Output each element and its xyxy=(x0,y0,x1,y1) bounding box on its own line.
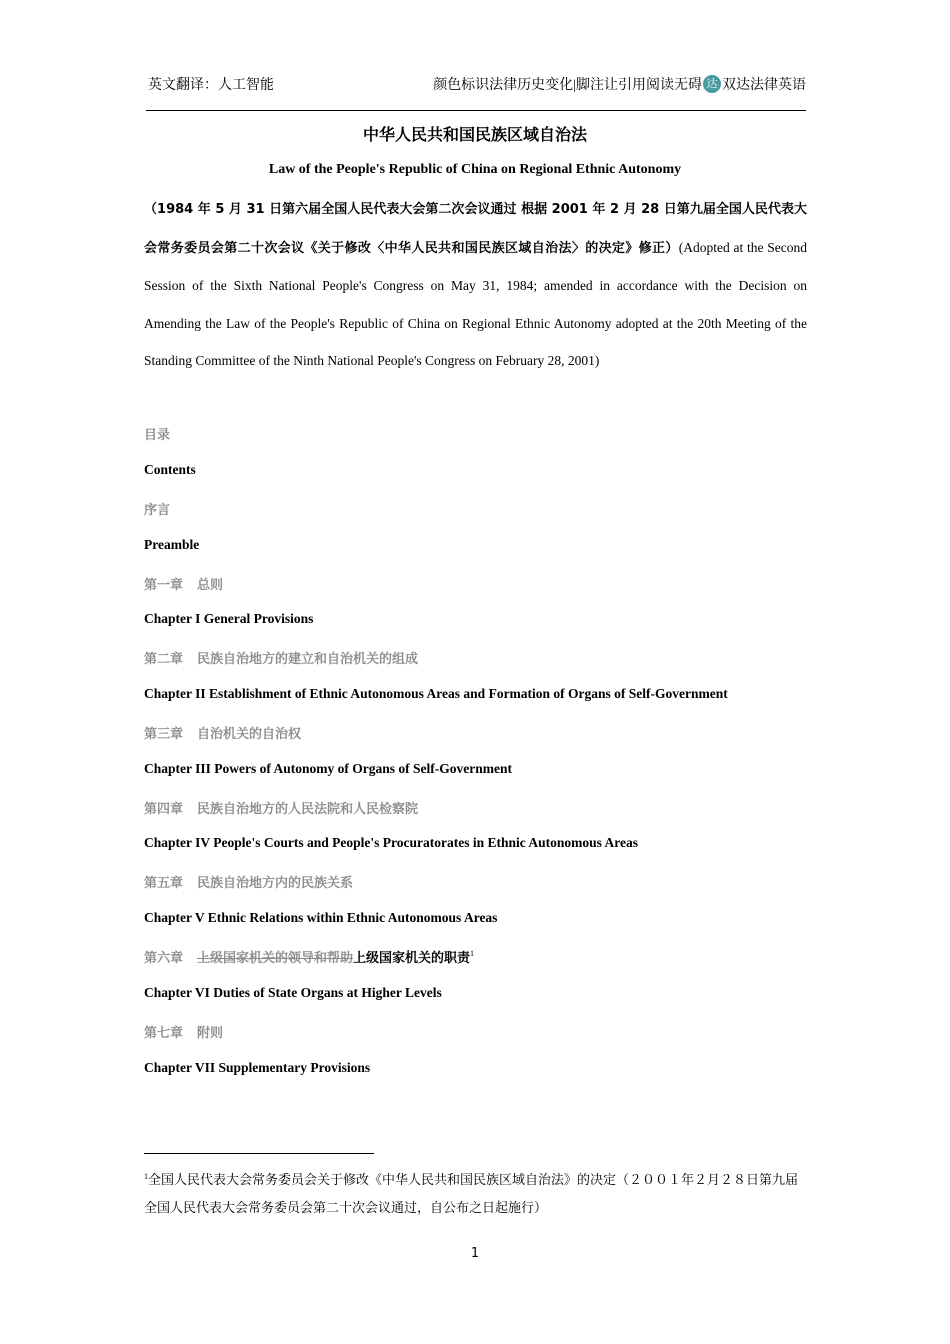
chapter-title: 民族自治地方内的民族关系 xyxy=(197,876,354,891)
toc-chapter-1-english: Chapter I General Provisions xyxy=(144,611,314,626)
deleted-chapter-title: 上级国家机关的领导和帮助 xyxy=(197,951,354,966)
chapter-title: 民族自治地方的人民法院和人民检察院 xyxy=(197,802,419,817)
header-translation-note: 英文翻译：人工智能 xyxy=(148,78,274,93)
toc-heading-english: Contents xyxy=(144,462,196,477)
chapter-title: 总则 xyxy=(197,578,224,593)
document-title-chinese: 中华人民共和国民族区域自治法 xyxy=(362,127,587,144)
header-brand: 双达法律英语 xyxy=(722,78,806,93)
chapter-number: 第一章 xyxy=(144,578,184,593)
document-title-english: Law of the People's Republic of China on Regional Ethnic Autonomy xyxy=(268,162,682,177)
toc-chapter-1-chinese xyxy=(144,574,223,593)
chapter-number: 第七章 xyxy=(144,1026,184,1041)
toc-chapter-7-english: Chapter VII Supplementary Provisions xyxy=(144,1060,371,1075)
toc-chapter-5-english: Chapter V Ethnic Relations within Ethnic Autonomous Areas xyxy=(144,910,498,925)
chapter-number: 第五章 xyxy=(144,876,184,891)
toc-chapter-6-chinese xyxy=(144,947,474,966)
toc-chapter-2-chinese xyxy=(144,648,418,667)
footnote-separator xyxy=(144,1153,374,1154)
toc-chapter-6-english: Chapter VI Duties of State Organs at Higher Levels xyxy=(144,985,442,1000)
adoption-note xyxy=(144,190,807,380)
footnote-marker: 1 xyxy=(144,1172,148,1181)
amended-chapter-title: 上级国家机关的职责 xyxy=(353,951,471,966)
header-tagline xyxy=(433,74,806,94)
page-number: 1 xyxy=(470,1246,480,1261)
logo-icon: 达 xyxy=(703,75,721,93)
chapter-number: 第三章 xyxy=(144,727,184,742)
chapter-number: 第二章 xyxy=(144,652,184,667)
chapter-title: 自治机关的自治权 xyxy=(197,727,302,742)
toc-preamble-chinese: 序言 xyxy=(144,503,171,518)
page-header xyxy=(146,66,806,111)
toc-chapter-5-chinese xyxy=(144,872,353,891)
footnote-reference[interactable]: 1 xyxy=(470,949,475,958)
toc-heading-chinese: 目录 xyxy=(144,428,171,443)
adoption-note-english: (Adopted at the Second Session of the Sixth National People's Congress on May 31, 1984; amended in accordance with the Decision on Amending the Law of the People's Republic of China on Regional Ethnic Autonomy adopted at the 20th Meeting of the Standing Committee of the Ninth National People's Congress on February 28, 2001) xyxy=(144,239,807,368)
toc-chapter-3-english: Chapter III Powers of Autonomy of Organs of Self-Government xyxy=(144,761,512,776)
footnote xyxy=(144,1163,809,1223)
footnote-text: 全国人民代表大会常务委员会关于修改《中华人民共和国民族区域自治法》的决定（２００１年２月２８日第九届全国人民代表大会常务委员会第二十次会议通过，自公布之日起施行） xyxy=(144,1173,799,1216)
toc-preamble-english: Preamble xyxy=(144,537,200,552)
adoption-note-chinese: （1984 年 5 月 31 日第六届全国人民代表大会第二次会议通过 根据 2001 年 2 月 28 日第九届全国人民代表大会常务委员会第二十次会议《关于修改〈中华人民共和国民族区域自治法〉的决定》修正） xyxy=(144,202,807,256)
chapter-title: 民族自治地方的建立和自治机关的组成 xyxy=(197,652,419,667)
chapter-number: 第四章 xyxy=(144,802,184,817)
chapter-number: 第六章 xyxy=(144,951,184,966)
chapter-title: 附则 xyxy=(197,1026,224,1041)
toc-chapter-4-chinese xyxy=(144,798,418,817)
header-tagline-text: 颜色标识法律历史变化|脚注让引用阅读无碍 xyxy=(433,78,702,93)
toc-chapter-7-chinese xyxy=(144,1022,223,1041)
toc-chapter-4-english: Chapter IV People's Courts and People's Procuratorates in Ethnic Autonomous Areas xyxy=(144,835,639,850)
toc-chapter-3-chinese xyxy=(144,723,301,742)
toc-chapter-2-english: Chapter II Establishment of Ethnic Autonomous Areas and Formation of Organs of Self-Government xyxy=(144,686,728,701)
